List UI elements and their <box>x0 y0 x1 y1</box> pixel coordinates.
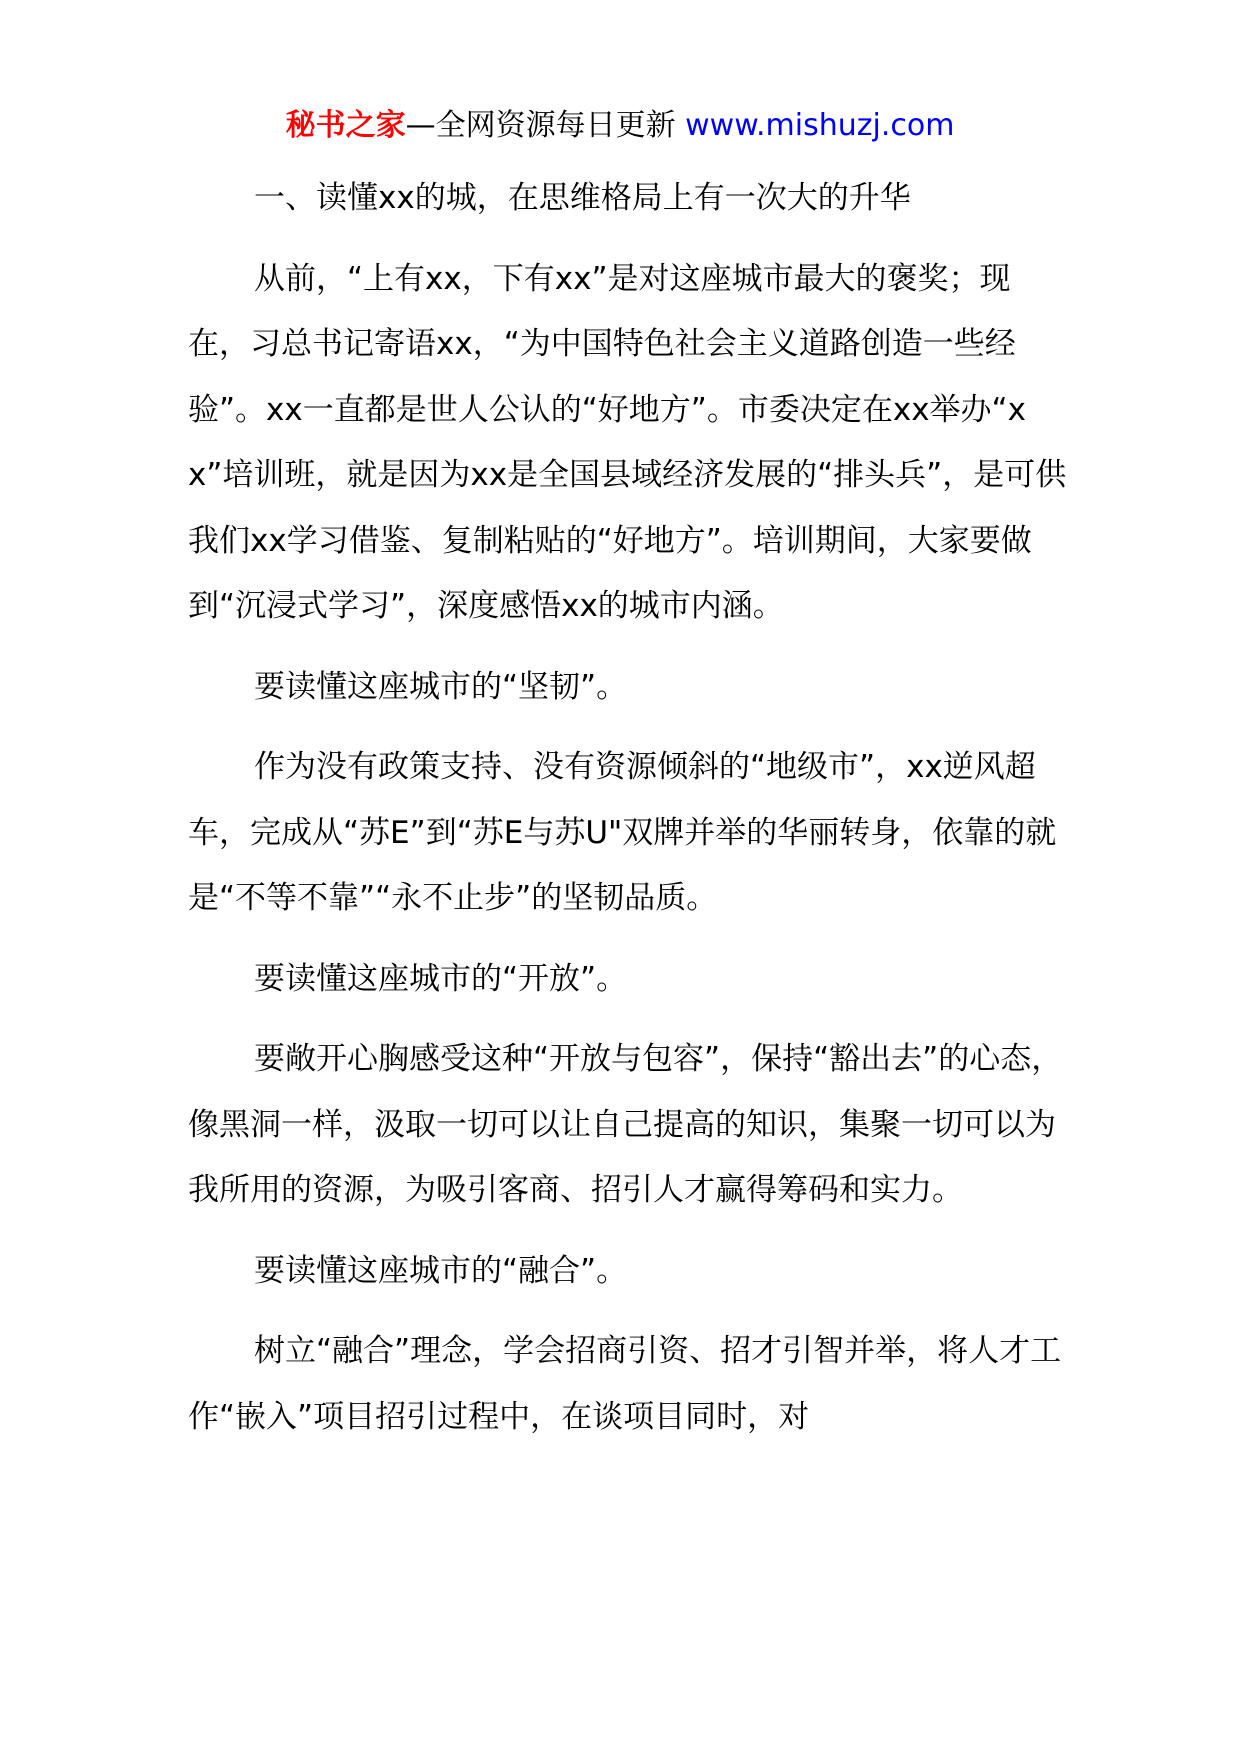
document-body <box>188 166 1068 1465</box>
site-url-link[interactable]: www.mishuzj.com <box>685 108 955 143</box>
body-paragraph: 作为没有政策支持、没有资源倾斜的“地级市”，xx逆风超车，完成从“苏E”到“苏E与苏U"双牌并举的华丽转身，依靠的就是“不等不靠”“永不止步”的坚韧品质。 <box>188 749 1057 916</box>
brand-name: 秘书之家 <box>285 108 406 143</box>
header-tagline: —全网资源每日更新 <box>405 108 686 143</box>
subheading-openness: 要读懂这座城市的“开放”。 <box>254 960 628 997</box>
body-paragraph: 要敞开心胸感受这种“开放与包容”，保持“豁出去”的心态，像黑洞一样，汲取一切可以让自己提高的知识，集聚一切可以为我所用的资源，为吸引客商、招引人才赢得筹码和实力。 <box>188 1041 1063 1208</box>
body-paragraph: 树立“融合”理念，学会招商引资、招才引智并举，将人才工作“嵌入”项目招引过程中，在谈项目同时，对 <box>188 1333 1062 1435</box>
subheading-integration: 要读懂这座城市的“融合”。 <box>254 1252 628 1289</box>
site-header <box>0 104 1240 148</box>
body-paragraph: 从前，“上有xx，下有xx”是对这座城市最大的褒奖；现在，习总书记寄语xx，“为中国特色社会主义道路创造一些经验”。xx一直都是世人公认的“好地方”。市委决定在xx举办“xx”培训班，就是因为xx是全国县域经济发展的“排头兵”，是可供我们xx学习借鉴、复制粘贴的“好地方”。培训期间，大家要做到“沉浸式学习”，深度感悟xx的城市内涵。 <box>188 260 1067 624</box>
subheading-resilience: 要读懂这座城市的“坚韧”。 <box>254 668 628 705</box>
section-heading: 一、读懂xx的城，在思维格局上有一次大的升华 <box>254 180 911 216</box>
